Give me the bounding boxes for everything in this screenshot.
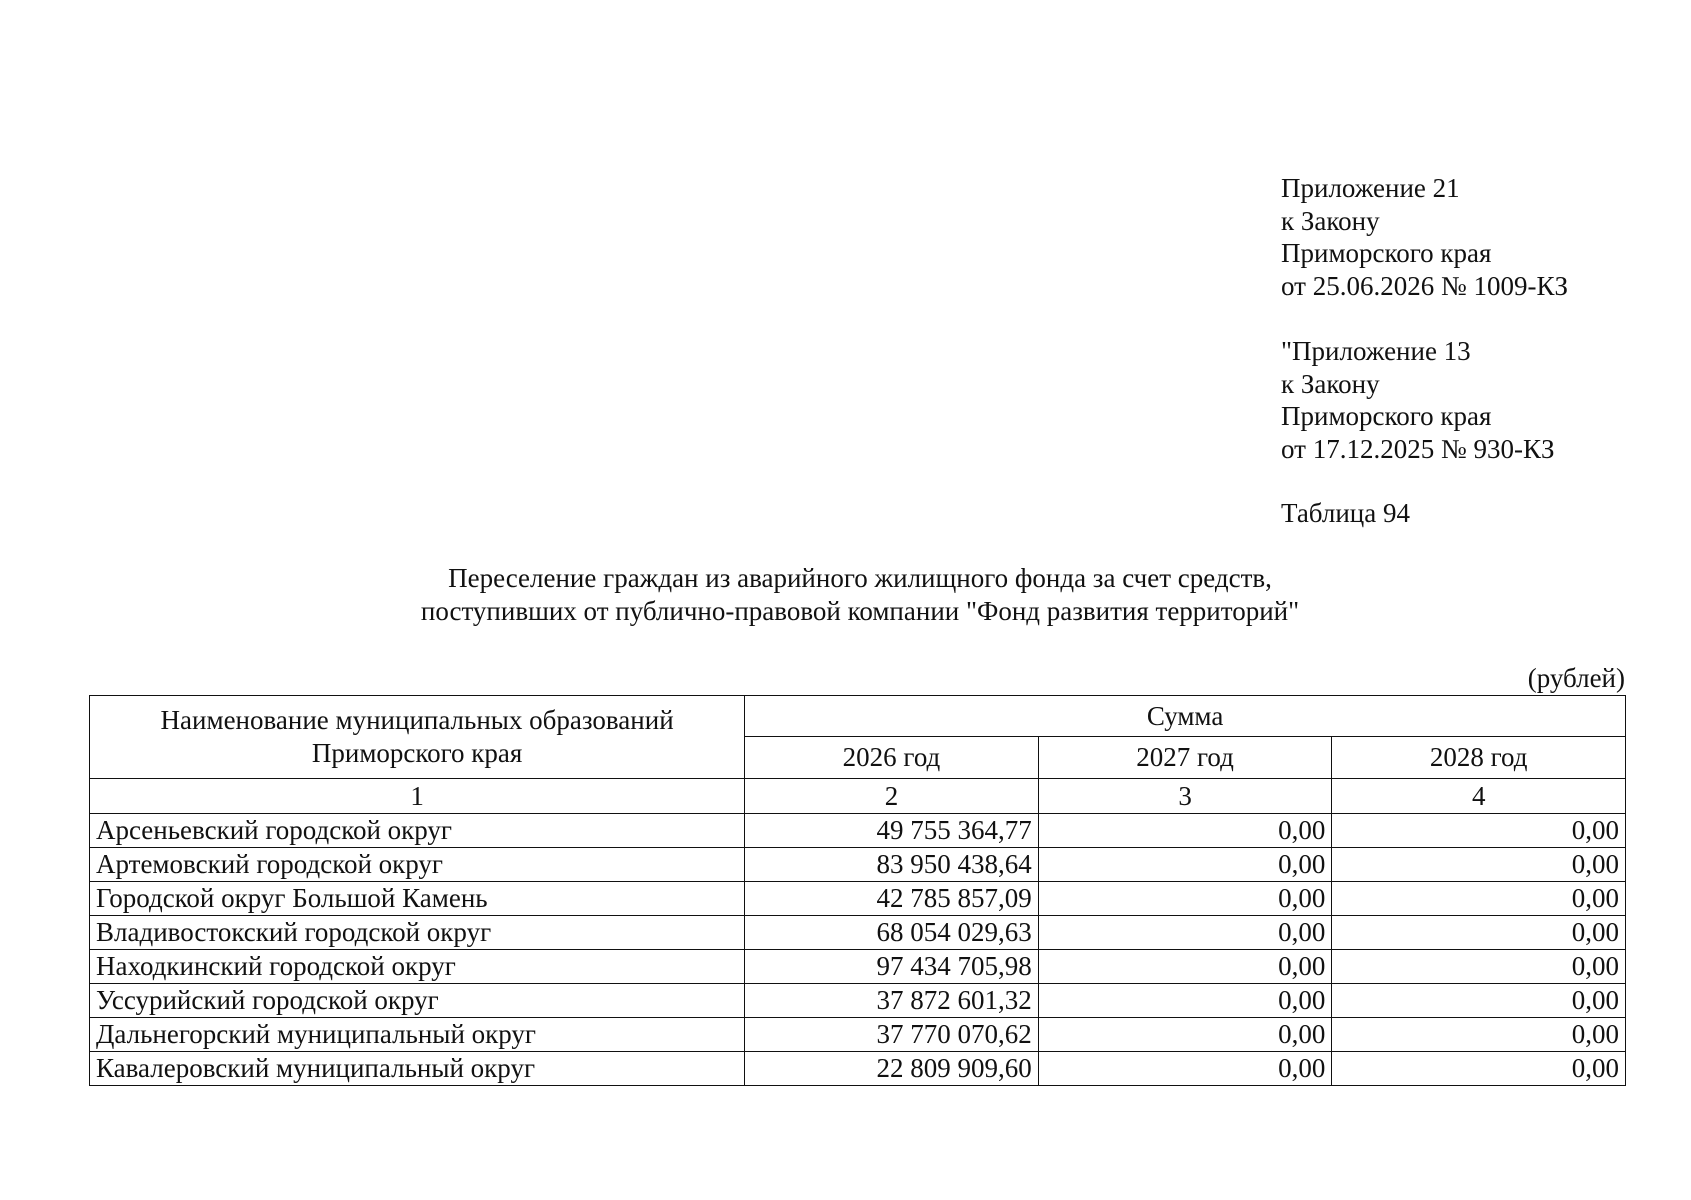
table-row [90, 1018, 1626, 1052]
amount-2026: 42 785 857,09 [745, 882, 1039, 916]
appendix-21-law: к Закону [1281, 205, 1380, 236]
amount-2026: 97 434 705,98 [745, 950, 1039, 984]
column-index: 1 [90, 779, 745, 814]
amount-2027: 0,00 [1038, 1018, 1332, 1052]
appendix-21-date-number: от 25.06.2026 № 1009-КЗ [1281, 270, 1568, 301]
amount-2026: 22 809 909,60 [745, 1052, 1039, 1086]
amount-2027: 0,00 [1038, 814, 1332, 848]
amount-2028: 0,00 [1332, 916, 1626, 950]
document-title [0, 562, 1691, 628]
header-year-2028: 2028 год [1332, 737, 1626, 779]
column-index: 3 [1038, 779, 1332, 814]
table-header-row [90, 696, 1626, 737]
amount-2028: 0,00 [1332, 848, 1626, 882]
appendix-13-reference [1281, 335, 1554, 465]
amount-2028: 0,00 [1332, 1052, 1626, 1086]
appendix-13-law: к Закону [1281, 368, 1380, 399]
amount-2027: 0,00 [1038, 1052, 1332, 1086]
table-row [90, 916, 1626, 950]
header-year-2026: 2026 год [745, 737, 1039, 779]
amount-2028: 0,00 [1332, 950, 1626, 984]
table-row [90, 814, 1626, 848]
amount-2026: 37 872 601,32 [745, 984, 1039, 1018]
amount-2026: 37 770 070,62 [745, 1018, 1039, 1052]
appendix-13-date-number: от 17.12.2025 № 930-КЗ [1281, 433, 1555, 464]
appendix-13-title: "Приложение 13 [1281, 336, 1471, 366]
header-municipality-line-2: Приморского края [311, 738, 523, 768]
table-number: Таблица 94 [1281, 498, 1410, 528]
amount-2027: 0,00 [1038, 882, 1332, 916]
amount-2028: 0,00 [1332, 1018, 1626, 1052]
municipality-name: Артемовский городской округ [90, 848, 745, 882]
document-title-line-2: поступивших от публично-правовой компании "Фонд развития территорий" [420, 596, 1300, 626]
column-index-row [90, 779, 1626, 814]
appendix-13-region: Приморского края [1281, 401, 1492, 431]
unit-label: (рублей) [1527, 663, 1625, 693]
allocation-table [89, 695, 1626, 1086]
amount-2027: 0,00 [1038, 950, 1332, 984]
table-row [90, 848, 1626, 882]
municipality-name: Кавалеровский муниципальный округ [90, 1052, 745, 1086]
header-municipality [90, 696, 745, 779]
amount-2028: 0,00 [1332, 814, 1626, 848]
amount-2026: 49 755 364,77 [745, 814, 1039, 848]
document-title-line-1: Переселение граждан из аварийного жилищного фонда за счет средств, [448, 563, 1272, 593]
column-index: 4 [1332, 779, 1626, 814]
header-year-2027: 2027 год [1038, 737, 1332, 779]
table-row [90, 1052, 1626, 1086]
amount-2027: 0,00 [1038, 848, 1332, 882]
municipality-name: Находкинский городской округ [90, 950, 745, 984]
municipality-name: Городской округ Большой Камень [90, 882, 745, 916]
header-municipality-line-1: Наименование муниципальных образований [160, 705, 674, 735]
column-index: 2 [745, 779, 1039, 814]
municipality-name: Арсеньевский городской округ [90, 814, 745, 848]
amount-2026: 68 054 029,63 [745, 916, 1039, 950]
amount-2027: 0,00 [1038, 984, 1332, 1018]
amount-2028: 0,00 [1332, 882, 1626, 916]
table-row [90, 984, 1626, 1018]
amount-2027: 0,00 [1038, 916, 1332, 950]
appendix-21-title: Приложение 21 [1281, 173, 1460, 203]
table-row [90, 950, 1626, 984]
municipality-name: Владивостокский городской округ [90, 916, 745, 950]
appendix-21-reference [1281, 172, 1568, 302]
amount-2026: 83 950 438,64 [745, 848, 1039, 882]
appendix-21-region: Приморского края [1281, 238, 1492, 268]
municipality-name: Дальнегорский муниципальный округ [90, 1018, 745, 1052]
amount-2028: 0,00 [1332, 984, 1626, 1018]
header-sum: Сумма [745, 696, 1626, 737]
municipality-name: Уссурийский городской округ [90, 984, 745, 1018]
table-row [90, 882, 1626, 916]
